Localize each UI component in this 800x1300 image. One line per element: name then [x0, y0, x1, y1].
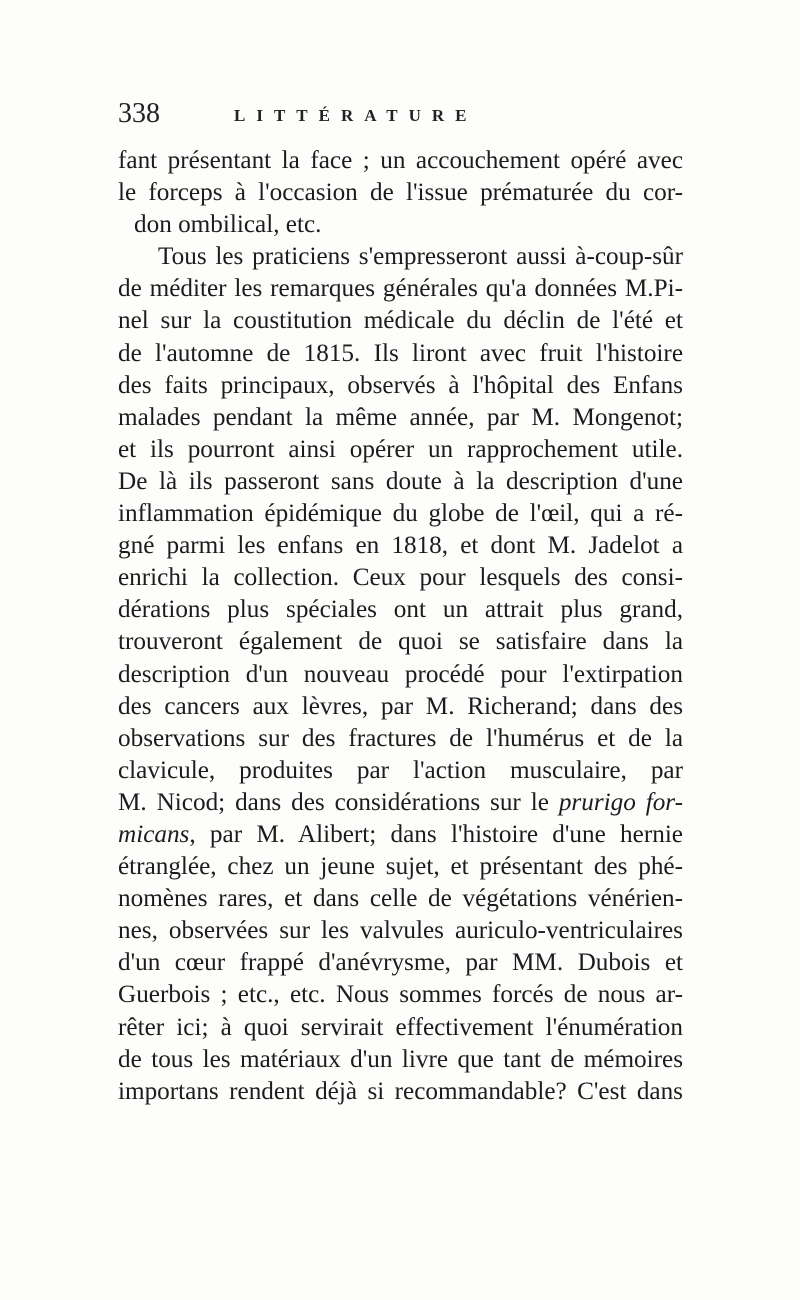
text-line: de tous les matériaux d'un livre que tant de mémoires — [118, 1045, 683, 1073]
text-line: nel sur la coustitution médicale du déclin de l'été et — [118, 307, 683, 335]
text-line: importans rendent déjà si recommandable? C'est dans — [118, 1077, 683, 1105]
page-number: 338 — [118, 98, 160, 129]
text-line: nomènes rares, et dans celle de végétations vénérien- — [118, 885, 683, 913]
text-line: des faits principaux, observés à l'hôpital des Enfans — [118, 371, 683, 399]
text-line: Guerbois ; etc., etc. Nous sommes forcés de nous ar- — [118, 981, 683, 1009]
text-line: observations sur des fractures de l'humérus et de la — [118, 724, 683, 752]
running-head: LITTÉRATURE — [234, 106, 478, 125]
text-line: inflammation épidémique du globe de l'œil, qui a ré- — [118, 500, 683, 528]
text-line: dérations plus spéciales ont un attrait plus grand, — [118, 596, 683, 624]
text-line: Tous les praticiens s'empresseront aussi à-coup-sûr — [158, 243, 683, 271]
text-line: d'un cœur frappé d'anévrysme, par MM. Dubois et — [118, 949, 683, 977]
text-line: de méditer les remarques générales qu'a données M.Pi- — [118, 275, 683, 303]
body-text — [118, 145, 683, 1108]
text-line: enrichi la collection. Ceux pour lesquels des consi- — [118, 564, 683, 592]
text-line — [118, 787, 683, 819]
text-line: le forceps à l'occasion de l'issue prématurée du cor- — [118, 179, 683, 207]
text-run: , par M. Alibert; dans l'histoire d'une hernie — [189, 820, 683, 848]
italic-run: prurigo for- — [558, 788, 683, 816]
text-line: des cancers aux lèvres, par M. Richerand; dans des — [118, 692, 683, 720]
text-run: M. Nicod; dans des considérations sur le — [118, 788, 559, 816]
text-line: nes, observées sur les valvules auriculo-ventriculaires — [118, 917, 683, 945]
text-line: malades pendant la même année, par M. Mongenot; — [118, 403, 683, 431]
text-line: description d'un nouveau procédé pour l'extirpation — [118, 660, 683, 688]
text-line: fant présentant la face ; un accouchement opéré avec — [118, 147, 683, 174]
text-line: De là ils passeront sans doute à la description d'une — [118, 467, 683, 495]
page-header — [118, 98, 683, 138]
text-line: étranglée, chez un jeune sujet, et présentant des phé- — [118, 853, 683, 881]
text-line: don ombilical, etc. — [134, 211, 322, 239]
italic-run: micans — [118, 820, 190, 848]
text-line: clavicule, produites par l'action musculaire, par — [118, 756, 683, 784]
text-line — [118, 819, 683, 851]
text-line: et ils pourront ainsi opérer un rapprochement utile. — [118, 435, 683, 463]
text-line: de l'automne de 1815. Ils liront avec fruit l'histoire — [118, 339, 683, 367]
text-line: trouveront également de quoi se satisfaire dans la — [118, 628, 683, 656]
text-line: rêter ici; à quoi servirait effectivement l'énumération — [118, 1013, 683, 1041]
text-line: gné parmi les enfans en 1818, et dont M. Jadelot a — [118, 532, 683, 560]
